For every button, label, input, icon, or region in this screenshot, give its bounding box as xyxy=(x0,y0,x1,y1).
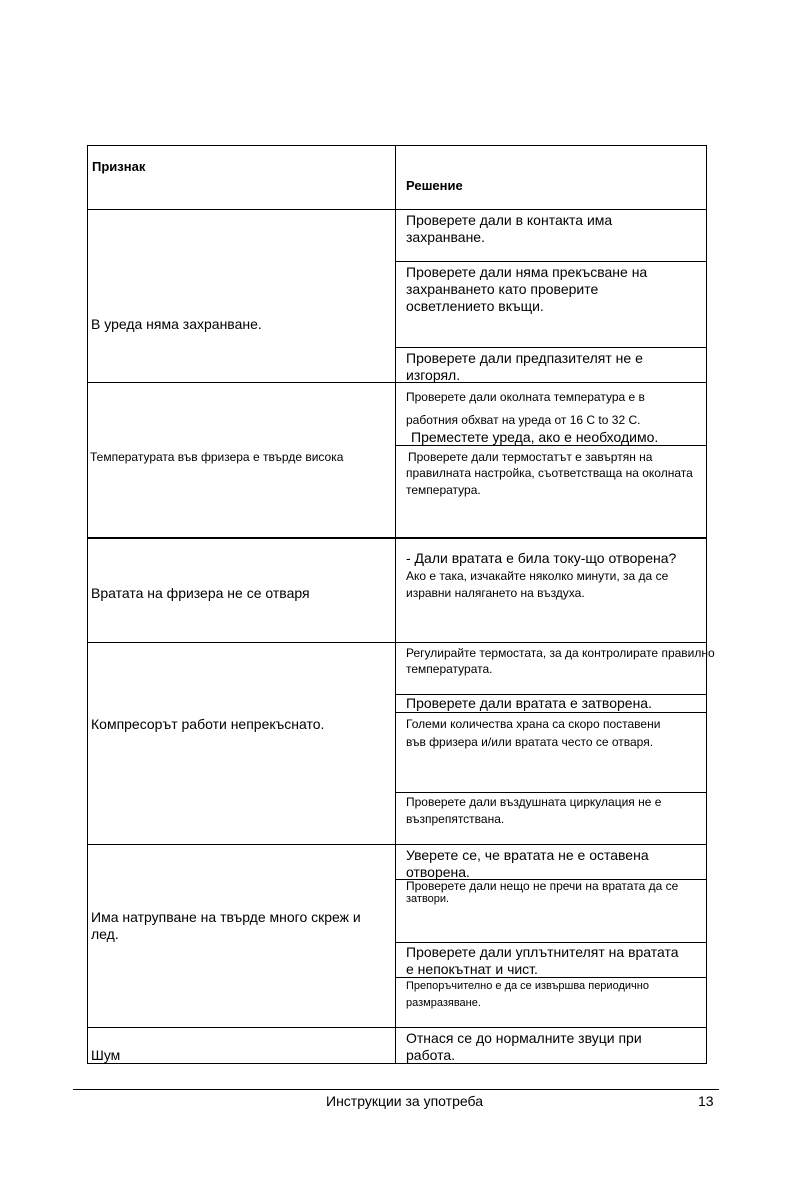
header-symptom: Признак xyxy=(92,159,146,174)
solution-line: осветлението вкъщи. xyxy=(406,298,544,314)
solution-line: Проверете дали няма прекъсване на xyxy=(406,264,648,280)
solution-line: Проверете дали термостатът е завъртян на xyxy=(408,450,653,464)
solution-line: Регулирайте термостата, за да контролирате правилно xyxy=(406,646,715,660)
solution-line: изгорял. xyxy=(406,367,461,383)
solution-line: правилната настройка, съответстваща на околната xyxy=(406,466,693,480)
solution-line: Проверете дали уплътнителят на вратата xyxy=(406,944,679,960)
footer-rule xyxy=(73,1089,719,1090)
table-border-bottom xyxy=(87,1063,707,1064)
solution-divider xyxy=(395,347,707,348)
solution-line: температурата. xyxy=(406,662,493,676)
solution-line: затвори. xyxy=(406,893,450,905)
solution-line: Препоръчително е да се извършва периодично xyxy=(406,980,649,992)
solution-line: Проверете дали в контакта има xyxy=(406,212,613,228)
solution-line: Проверете дали околната температура е в xyxy=(406,390,645,404)
symptom-cell: Температурата във фризера е твърде висока xyxy=(90,450,344,464)
footer-title: Инструкции за употреба xyxy=(326,1093,483,1109)
solution-divider xyxy=(395,712,707,713)
solution-line: Ако е така, изчакайте няколко минути, за да се xyxy=(406,569,669,583)
header-solution: Решение xyxy=(406,178,463,193)
table-column-divider xyxy=(395,145,396,1064)
solution-line: изравни налягането на въздуха. xyxy=(406,586,585,600)
solution-line: работа. xyxy=(406,1047,455,1063)
symptom-cell: В уреда няма захранване. xyxy=(91,316,262,332)
table-border-left xyxy=(87,145,88,1064)
symptom-cell: Вратата на фризера не се отваря xyxy=(91,585,310,601)
solution-line: размразяване. xyxy=(406,997,481,1009)
solution-divider xyxy=(395,261,707,262)
solution-line: Проверете дали нещо не пречи на вратата да се xyxy=(406,879,679,893)
solution-line: Големи количества храна са скоро поставени xyxy=(406,717,661,731)
solution-line: Проверете дали предпазителят не е xyxy=(406,350,643,366)
solution-line: температура. xyxy=(406,483,481,497)
solution-line: захранване. xyxy=(406,229,485,245)
symptom-cell: Шум xyxy=(91,1047,121,1063)
table-border-top xyxy=(87,145,707,146)
table-row-divider xyxy=(87,537,707,539)
solution-line: - Дали вратата е била току-що отворена? xyxy=(406,550,677,566)
table-row-divider xyxy=(87,1027,707,1028)
solution-line: работния обхват на уреда от 16 C to 32 C. xyxy=(406,413,641,427)
solution-line: захранването като проверите xyxy=(406,281,599,297)
solution-divider xyxy=(395,942,707,943)
page-number: 13 xyxy=(698,1093,714,1109)
solution-line: Преместете уреда, ако е необходимо. xyxy=(411,429,659,445)
symptom-cell: Има натрупване на твърде много скреж и xyxy=(91,909,361,925)
solution-line: е непокътнат и чист. xyxy=(406,961,538,977)
solution-line: Проверете дали вратата е затворена. xyxy=(406,695,652,711)
symptom-cell: Компресорът работи непрекъснато. xyxy=(91,716,325,732)
table-row-divider xyxy=(87,844,707,845)
solution-line: Уверете се, че вратата не е оставена xyxy=(406,847,649,863)
table-row-divider xyxy=(87,642,707,643)
solution-line: отворена. xyxy=(406,864,470,880)
solution-line: Отнася се до нормалните звуци при xyxy=(406,1030,642,1046)
solution-line: във фризера и/или вратата често се отваря. xyxy=(406,735,654,749)
table-border-right xyxy=(706,145,707,1064)
table-row-divider xyxy=(87,209,707,210)
symptom-cell: лед. xyxy=(91,926,119,942)
solution-divider xyxy=(395,792,707,793)
solution-line: възпрепятствана. xyxy=(406,812,505,826)
solution-line: Проверете дали въздушната циркулация не е xyxy=(406,795,662,809)
table-row-divider xyxy=(87,382,707,383)
